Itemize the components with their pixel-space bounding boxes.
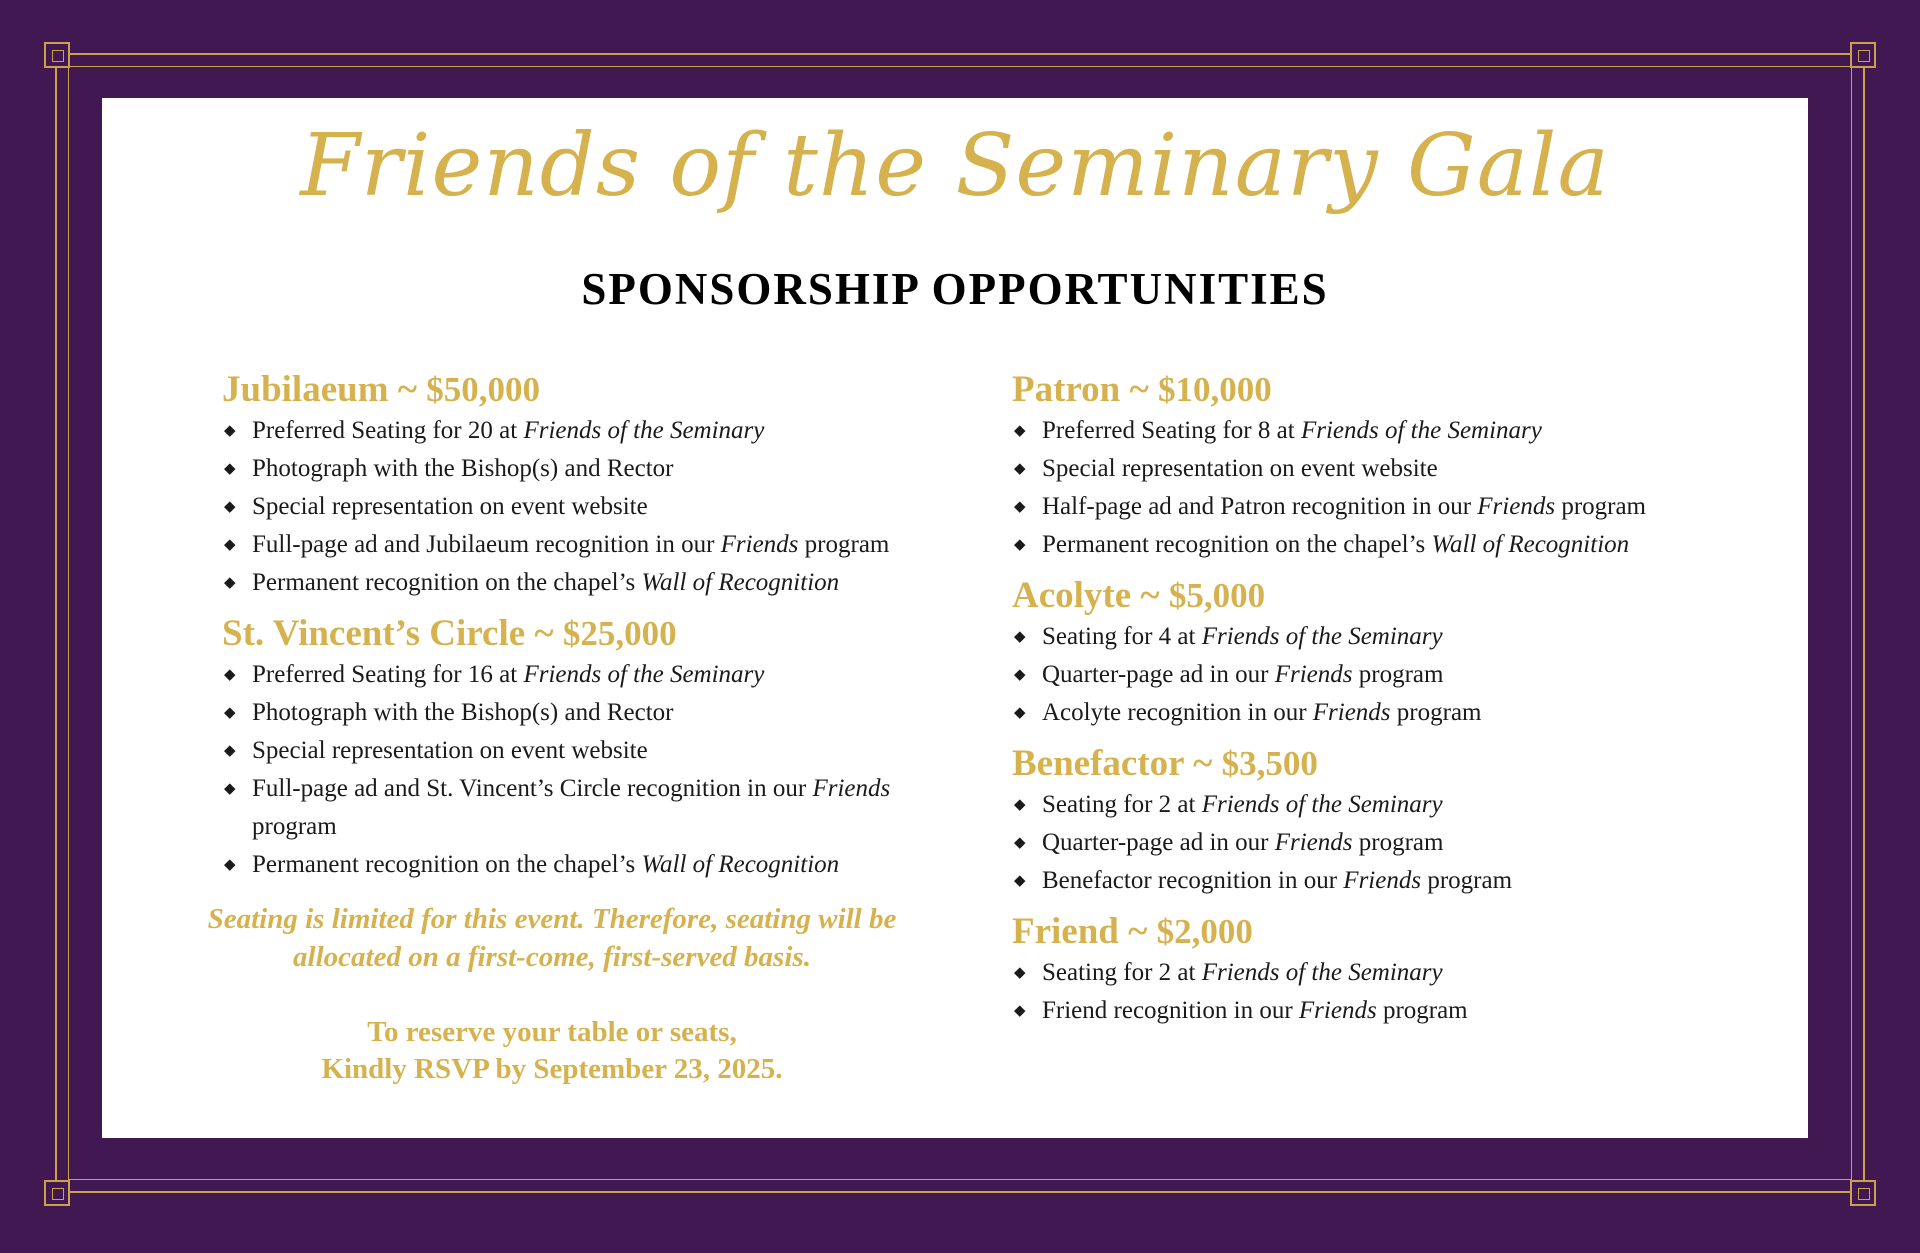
benefit-italic-text: Friends of the Seminary bbox=[1201, 623, 1443, 650]
tier-acolyte bbox=[1012, 574, 1772, 732]
benefit-italic-text: Friends bbox=[1477, 493, 1556, 520]
benefit-text: Seating for 2 at bbox=[1042, 959, 1202, 986]
right-column bbox=[1012, 368, 1772, 1040]
tier-separator: ~ bbox=[1131, 575, 1169, 616]
benefit-italic-text: Friends of the Seminary bbox=[1201, 959, 1443, 986]
tier-heading bbox=[222, 612, 962, 656]
benefit-item bbox=[222, 732, 962, 770]
tier-name: Jubilaeum bbox=[222, 369, 389, 410]
tier-name: Benefactor bbox=[1012, 743, 1184, 784]
diamond-bullet-icon: ◆ bbox=[224, 857, 236, 873]
benefit-text: Friend recognition in our bbox=[1042, 997, 1299, 1024]
tier-amount: $3,500 bbox=[1221, 744, 1318, 783]
corner-ornament-bottom-right bbox=[1850, 1180, 1876, 1206]
tier-heading bbox=[1012, 368, 1772, 412]
benefit-text-tail: program bbox=[798, 531, 890, 558]
benefit-italic-text: Friends bbox=[812, 775, 891, 802]
tier-name: St. Vincent’s Circle bbox=[222, 613, 526, 654]
benefit-italic-text: Friends of the Seminary bbox=[523, 417, 765, 444]
diamond-bullet-icon: ◆ bbox=[224, 667, 236, 683]
benefit-text: Preferred Seating for 20 at bbox=[252, 417, 524, 444]
benefit-text: Acolyte recognition in our bbox=[1042, 699, 1313, 726]
benefit-text: Full-page ad and Jubilaeum recognition in our bbox=[252, 531, 721, 558]
tier-amount: $25,000 bbox=[562, 614, 677, 653]
benefit-text: Seating for 2 at bbox=[1042, 791, 1202, 818]
tier-separator: ~ bbox=[1120, 369, 1159, 410]
benefit-text: Photograph with the Bishop(s) and Rector bbox=[252, 455, 674, 482]
diamond-bullet-icon: ◆ bbox=[224, 423, 236, 439]
tier-patron bbox=[1012, 368, 1772, 564]
tier-amount: $50,000 bbox=[426, 370, 541, 409]
benefit-text-tail: program bbox=[1376, 997, 1468, 1024]
benefit-text: Permanent recognition on the chapel’s bbox=[252, 569, 642, 596]
benefit-text: Half-page ad and Patron recognition in our bbox=[1042, 493, 1478, 520]
tier-amount: $2,000 bbox=[1156, 912, 1253, 951]
benefit-item bbox=[222, 846, 962, 884]
diamond-bullet-icon: ◆ bbox=[224, 781, 236, 797]
tier-heading bbox=[222, 368, 962, 412]
corner-ornament-top-right bbox=[1850, 42, 1876, 68]
diamond-bullet-icon: ◆ bbox=[1014, 1003, 1026, 1019]
tier-name: Friend bbox=[1012, 911, 1119, 952]
diamond-bullet-icon: ◆ bbox=[1014, 873, 1026, 889]
benefit-text-tail: program bbox=[252, 775, 897, 840]
tier-heading bbox=[1012, 742, 1772, 786]
benefit-item bbox=[222, 412, 962, 450]
benefit-item bbox=[222, 488, 962, 526]
benefit-text: Permanent recognition on the chapel’s bbox=[1042, 531, 1432, 558]
tier-separator: ~ bbox=[388, 369, 427, 410]
diamond-bullet-icon: ◆ bbox=[1014, 667, 1026, 683]
benefit-item bbox=[1012, 694, 1772, 732]
benefit-item bbox=[1012, 526, 1772, 564]
benefit-item bbox=[1012, 412, 1772, 450]
benefit-text: Permanent recognition on the chapel’s bbox=[252, 851, 642, 878]
benefit-italic-text: Friends bbox=[1343, 867, 1422, 894]
benefit-italic-text: Friends bbox=[1298, 997, 1377, 1024]
benefit-text: Special representation on event website bbox=[1042, 455, 1438, 482]
diamond-bullet-icon: ◆ bbox=[224, 705, 236, 721]
tier-heading bbox=[1012, 574, 1772, 618]
benefit-item bbox=[1012, 954, 1772, 992]
benefit-italic-text: Friends bbox=[1274, 829, 1353, 856]
seating-note: Seating is limited for this event. Therefore, seating will be allocated on a first-come, first-served basis. bbox=[207, 903, 897, 973]
benefit-list bbox=[222, 656, 962, 884]
left-tier-list bbox=[222, 368, 962, 884]
benefit-italic-text: Friends bbox=[1274, 661, 1353, 688]
benefit-text-tail: program bbox=[1352, 829, 1444, 856]
benefit-item bbox=[222, 770, 962, 846]
tier-heading bbox=[1012, 910, 1772, 954]
diamond-bullet-icon: ◆ bbox=[224, 575, 236, 591]
benefit-list bbox=[1012, 412, 1772, 564]
corner-ornament-bottom-left bbox=[44, 1180, 70, 1206]
benefit-list bbox=[222, 412, 962, 602]
benefit-text-tail: program bbox=[1555, 493, 1647, 520]
diamond-bullet-icon: ◆ bbox=[1014, 629, 1026, 645]
tier-separator: ~ bbox=[1118, 911, 1157, 952]
benefit-text-tail: program bbox=[1390, 699, 1482, 726]
diamond-bullet-icon: ◆ bbox=[1014, 499, 1026, 515]
benefit-item bbox=[1012, 656, 1772, 694]
benefit-italic-text: Friends of the Seminary bbox=[1300, 417, 1542, 444]
tier-name: Patron bbox=[1012, 369, 1121, 410]
benefit-list bbox=[1012, 618, 1772, 732]
benefit-item bbox=[222, 694, 962, 732]
benefit-item bbox=[222, 656, 962, 694]
benefit-italic-text: Friends of the Seminary bbox=[523, 661, 765, 688]
content-panel bbox=[102, 98, 1808, 1138]
benefit-text: Special representation on event website bbox=[252, 737, 648, 764]
tier-separator: ~ bbox=[525, 613, 563, 654]
tier-benefactor bbox=[1012, 742, 1772, 900]
tier-friend bbox=[1012, 910, 1772, 1030]
benefit-text: Quarter-page ad in our bbox=[1042, 829, 1275, 856]
benefit-list bbox=[1012, 786, 1772, 900]
benefit-text: Quarter-page ad in our bbox=[1042, 661, 1275, 688]
diamond-bullet-icon: ◆ bbox=[1014, 423, 1026, 439]
benefit-italic-text: Friends bbox=[1312, 699, 1391, 726]
tier-amount: $10,000 bbox=[1158, 370, 1272, 409]
benefit-item bbox=[1012, 824, 1772, 862]
benefit-item bbox=[1012, 618, 1772, 656]
diamond-bullet-icon: ◆ bbox=[224, 537, 236, 553]
rsvp-line-1: To reserve your table or seats, bbox=[367, 1016, 737, 1048]
benefit-item bbox=[1012, 450, 1772, 488]
diamond-bullet-icon: ◆ bbox=[224, 743, 236, 759]
benefit-italic-text: Wall of Recognition bbox=[641, 569, 840, 596]
tier-st-vincent-s-circle bbox=[222, 612, 962, 884]
benefit-text: Preferred Seating for 16 at bbox=[252, 661, 524, 688]
tier-separator: ~ bbox=[1183, 743, 1222, 784]
benefit-text: Seating for 4 at bbox=[1042, 623, 1202, 650]
benefit-list bbox=[1012, 954, 1772, 1030]
benefit-item bbox=[222, 450, 962, 488]
page-title: Friends of the Seminary Gala bbox=[300, 116, 1610, 216]
benefit-item bbox=[222, 564, 962, 602]
tier-jubilaeum bbox=[222, 368, 962, 602]
benefit-italic-text: Wall of Recognition bbox=[1431, 531, 1630, 558]
benefit-text-tail: program bbox=[1352, 661, 1444, 688]
benefit-item bbox=[1012, 786, 1772, 824]
benefit-text: Preferred Seating for 8 at bbox=[1042, 417, 1301, 444]
diamond-bullet-icon: ◆ bbox=[1014, 965, 1026, 981]
benefit-text: Full-page ad and St. Vincent’s Circle recognition in our bbox=[252, 775, 813, 802]
page-subtitle: SPONSORSHIP OPPORTUNITIES bbox=[581, 264, 1329, 314]
diamond-bullet-icon: ◆ bbox=[1014, 797, 1026, 813]
benefit-text-tail: program bbox=[1421, 867, 1513, 894]
diamond-bullet-icon: ◆ bbox=[1014, 705, 1026, 721]
benefit-text: Photograph with the Bishop(s) and Rector bbox=[252, 699, 674, 726]
benefit-item bbox=[1012, 488, 1772, 526]
benefit-item bbox=[222, 526, 962, 564]
benefit-italic-text: Friends bbox=[720, 531, 799, 558]
benefit-italic-text: Wall of Recognition bbox=[641, 851, 840, 878]
diamond-bullet-icon: ◆ bbox=[1014, 835, 1026, 851]
tier-name: Acolyte bbox=[1012, 575, 1132, 616]
benefit-item bbox=[1012, 992, 1772, 1030]
benefit-item bbox=[1012, 862, 1772, 900]
benefit-text: Benefactor recognition in our bbox=[1042, 867, 1344, 894]
diamond-bullet-icon: ◆ bbox=[1014, 537, 1026, 553]
diamond-bullet-icon: ◆ bbox=[1014, 461, 1026, 477]
right-tier-list bbox=[1012, 368, 1772, 1030]
corner-ornament-top-left bbox=[44, 42, 70, 68]
rsvp-line-2: Kindly RSVP by September 23, 2025. bbox=[321, 1053, 783, 1085]
left-column bbox=[207, 368, 962, 1088]
benefit-text: Special representation on event website bbox=[252, 493, 648, 520]
tier-amount: $5,000 bbox=[1168, 576, 1266, 615]
diamond-bullet-icon: ◆ bbox=[224, 461, 236, 477]
rsvp-block bbox=[182, 1014, 922, 1088]
benefit-italic-text: Friends of the Seminary bbox=[1201, 791, 1443, 818]
diamond-bullet-icon: ◆ bbox=[224, 499, 236, 515]
